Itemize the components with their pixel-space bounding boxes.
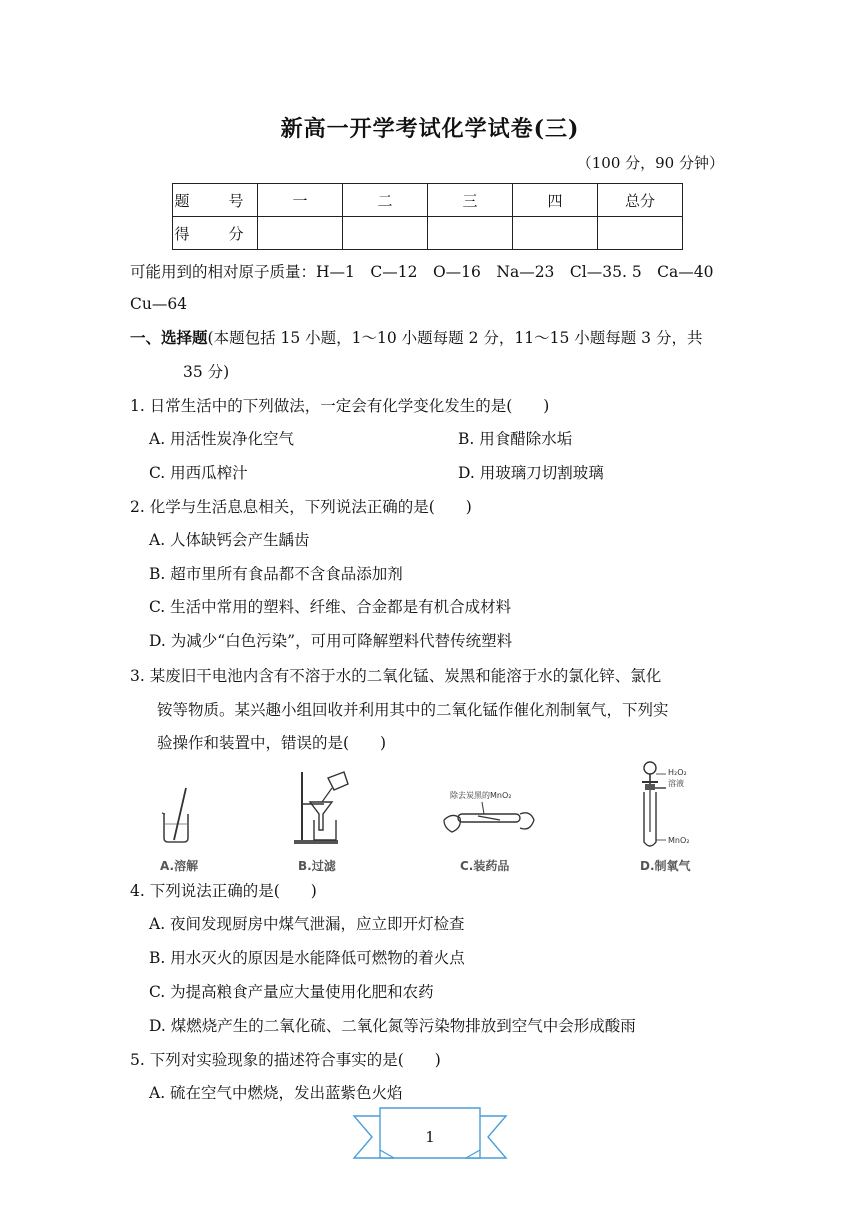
option-text: B. 用食醋除水垢 xyxy=(458,430,573,448)
question-stem: 5. 下列对实验现象的描述符合事实的是( ) xyxy=(130,1051,441,1069)
section-heading-label: 一、选择题 xyxy=(130,328,208,347)
section-heading-text: (本题包括 15 小题，1～10 小题每题 2 分，11～15 小题每题 3 分，共 xyxy=(207,329,703,347)
question-stem: 验操作和装置中，错误的是( ) xyxy=(157,734,387,752)
score-table-cell: 得 分 xyxy=(173,217,258,250)
option-text: D. 为减少“白色污染”，可用可降解塑料代替传统塑料 xyxy=(149,632,513,650)
exam-meta: （100 分，90 分钟） xyxy=(576,154,724,172)
section-heading xyxy=(130,328,702,348)
figure-oxygen-prep xyxy=(636,758,730,876)
atomic-mass-line: Cu—64 xyxy=(130,295,188,313)
filtration-apparatus-icon xyxy=(288,758,368,858)
score-input-cell[interactable] xyxy=(513,217,598,250)
score-input-cell[interactable] xyxy=(258,217,343,250)
question-stem: 2. 化学与生活息息相关，下列说法正确的是( ) xyxy=(130,498,472,516)
option-text: A. 用活性炭净化空气 xyxy=(149,430,295,448)
figure-label: H₂O₂ xyxy=(668,768,687,777)
figure-filtration xyxy=(288,758,368,876)
figure-dissolve xyxy=(140,758,210,876)
score-input-cell[interactable] xyxy=(343,217,428,250)
figure-caption: D.制氧气 xyxy=(640,859,691,873)
score-table-score-row xyxy=(173,217,683,250)
figure-loading xyxy=(438,758,538,876)
figure-caption: B.过滤 xyxy=(298,859,336,873)
figure-label: 除去炭黑的MnO₂ xyxy=(450,791,512,800)
score-input-cell[interactable] xyxy=(598,217,683,250)
score-table-header-row xyxy=(173,184,683,217)
score-table-cell: 三 xyxy=(428,184,513,217)
question-stem: 1. 日常生活中的下列做法，一定会有化学变化发生的是( ) xyxy=(130,397,550,415)
atomic-mass-line: 可能用到的相对原子质量：H—1 C—12 O—16 Na—23 Cl—35. 5 Ca—40 xyxy=(130,263,714,281)
option-text: C. 为提高粮食产量应大量使用化肥和农药 xyxy=(149,983,434,1001)
score-table xyxy=(172,183,683,250)
question-stem: 3. 某废旧干电池内含有不溶于水的二氧化锰、炭黑和能溶于水的氯化锌、氯化 xyxy=(130,667,662,685)
figure-caption: A.溶解 xyxy=(160,859,199,873)
question-stem: 铵等物质。某兴趣小组回收并利用其中的二氧化锰作催化剂制氧气，下列实 xyxy=(157,701,669,719)
option-text: C. 生活中常用的塑料、纤维、合金都是有机合成材料 xyxy=(149,598,512,616)
figure-label: 溶液 xyxy=(668,779,684,788)
score-table-cell: 总分 xyxy=(598,184,683,217)
score-table-cell: 一 xyxy=(258,184,343,217)
page-footer xyxy=(350,1100,510,1166)
section-heading-continued: 35 分) xyxy=(183,363,230,381)
option-text: B. 超市里所有食品都不含食品添加剂 xyxy=(149,565,403,583)
option-text: D. 煤燃烧产生的二氧化硫、二氧化氮等污染物排放到空气中会形成酸雨 xyxy=(149,1017,636,1035)
option-text: C. 用西瓜榨汁 xyxy=(149,464,248,482)
option-text: A. 硫在空气中燃烧，发出蓝紫色火焰 xyxy=(149,1084,403,1102)
test-tube-loading-icon xyxy=(438,758,538,858)
score-input-cell[interactable] xyxy=(428,217,513,250)
option-text: A. 人体缺钙会产生龋齿 xyxy=(149,531,310,549)
page-number: 1 xyxy=(425,1128,435,1146)
apparatus-figures xyxy=(140,758,730,876)
option-text: A. 夜间发现厨房中煤气泄漏，应立即开灯检查 xyxy=(149,915,465,933)
question-stem: 4. 下列说法正确的是( ) xyxy=(130,882,317,900)
score-table-cell: 题 号 xyxy=(173,184,258,217)
score-table-cell: 二 xyxy=(343,184,428,217)
score-table-cell: 四 xyxy=(513,184,598,217)
beaker-with-rod-icon xyxy=(140,758,210,858)
figure-label: MnO₂ xyxy=(668,836,690,845)
option-text: D. 用玻璃刀切割玻璃 xyxy=(458,464,604,482)
figure-caption: C.装药品 xyxy=(460,859,510,873)
option-text: B. 用水灭火的原因是水能降低可燃物的着火点 xyxy=(149,949,465,967)
page-title: 新高一开学考试化学试卷(三) xyxy=(280,116,580,142)
